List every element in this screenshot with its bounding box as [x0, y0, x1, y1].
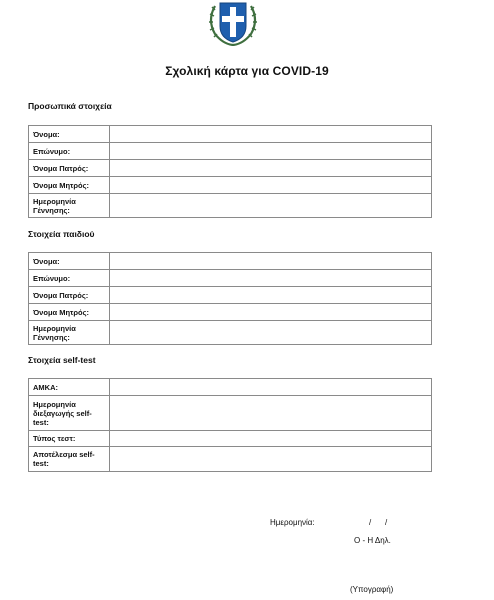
table-row	[29, 379, 432, 396]
field-value[interactable]	[110, 160, 432, 177]
field-label: Όνομα Μητρός:	[29, 304, 110, 321]
table-row	[29, 143, 432, 160]
field-value[interactable]	[110, 287, 432, 304]
field-label: Όνομα Πατρός:	[29, 287, 110, 304]
field-value[interactable]	[110, 304, 432, 321]
field-label: Ημερομηνία Γέννησης:	[29, 194, 110, 218]
field-value[interactable]	[110, 270, 432, 287]
field-value[interactable]	[110, 431, 432, 447]
field-label: Όνομα Μητρός:	[29, 177, 110, 194]
table-row	[29, 177, 432, 194]
table-row	[29, 160, 432, 177]
table-row	[29, 321, 432, 345]
field-label: Τύπος τεστ:	[29, 431, 110, 447]
field-value[interactable]	[110, 177, 432, 194]
table-row	[29, 126, 432, 143]
section-title-child: Στοιχεία παιδιού	[28, 229, 95, 239]
field-label: ΑΜΚΑ:	[29, 379, 110, 396]
field-value[interactable]	[110, 194, 432, 218]
table-row	[29, 253, 432, 270]
field-value[interactable]	[110, 379, 432, 396]
field-value[interactable]	[110, 396, 432, 431]
field-label: Επώνυμο:	[29, 143, 110, 160]
table-row	[29, 447, 432, 472]
field-value[interactable]	[110, 126, 432, 143]
field-label: Όνομα:	[29, 126, 110, 143]
field-label: Ημερομηνία Γέννησης:	[29, 321, 110, 345]
date-separator: /	[385, 518, 388, 527]
table-row	[29, 304, 432, 321]
field-label: Όνομα Πατρός:	[29, 160, 110, 177]
self-test-table	[28, 378, 432, 472]
date-label: Ημερομηνία:	[270, 518, 315, 527]
section-title-self-test: Στοιχεία self-test	[28, 355, 96, 365]
table-row	[29, 287, 432, 304]
field-label: Όνομα:	[29, 253, 110, 270]
field-label: Ημερομηνία διεξαγωγής self-test:	[29, 396, 110, 431]
field-value[interactable]	[110, 321, 432, 345]
page-title: Σχολική κάρτα για COVID-19	[165, 64, 329, 78]
table-row	[29, 270, 432, 287]
field-label: Επώνυμο:	[29, 270, 110, 287]
child-info-table	[28, 252, 432, 345]
declarant-label: Ο - Η Δηλ.	[354, 536, 391, 545]
field-value[interactable]	[110, 447, 432, 472]
section-title-personal: Προσωπικά στοιχεία	[28, 101, 112, 111]
date-separator: /	[369, 518, 372, 527]
field-value[interactable]	[110, 143, 432, 160]
greek-coat-of-arms-icon	[203, 0, 263, 46]
table-row	[29, 194, 432, 218]
table-row	[29, 396, 432, 431]
table-row	[29, 431, 432, 447]
field-value[interactable]	[110, 253, 432, 270]
personal-info-table	[28, 125, 432, 218]
field-label: Αποτέλεσμα self-test:	[29, 447, 110, 472]
signature-label: (Υπογραφή)	[350, 585, 394, 594]
